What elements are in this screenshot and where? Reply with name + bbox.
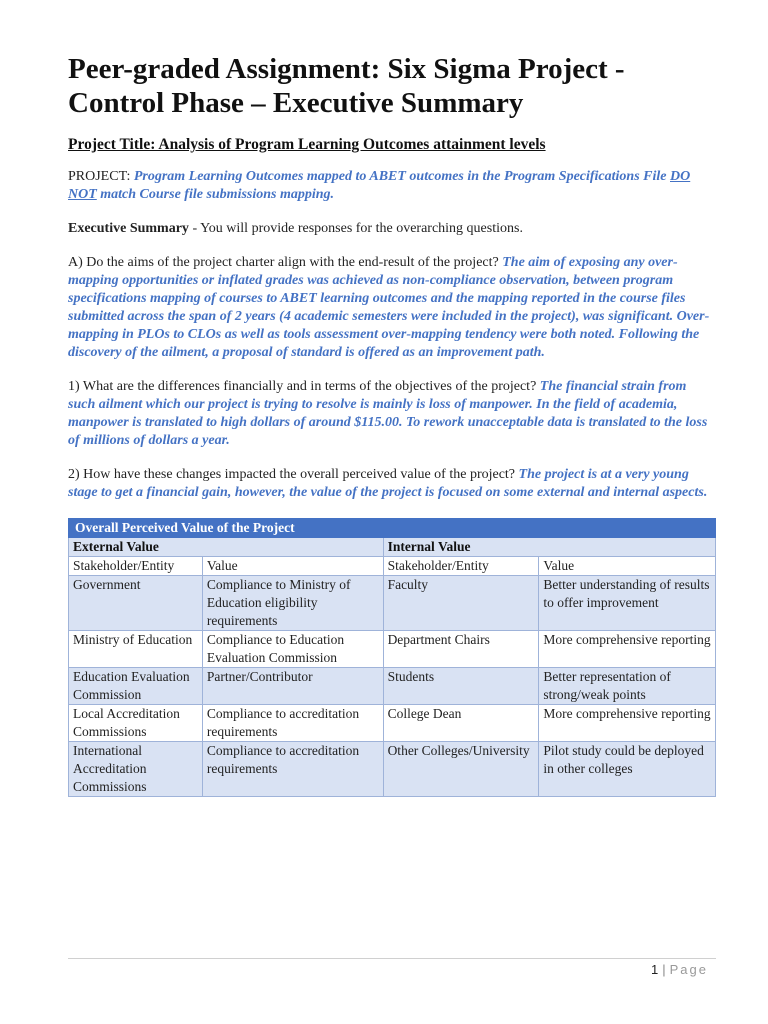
external-value-header: External Value (69, 538, 384, 557)
table-cell: Faculty (383, 576, 539, 631)
question-text: 2) How have these changes impacted the overall perceived value of the project? (68, 467, 519, 482)
table-cell: Students (383, 668, 539, 705)
table-cell: Local Accreditation Commissions (69, 705, 203, 742)
table-cell: More comprehensive reporting (539, 705, 716, 742)
question-a (68, 254, 716, 362)
project-text-b: match Course file submissions mapping. (96, 187, 335, 202)
project-colon: : (126, 169, 134, 184)
table-group-row (69, 538, 716, 557)
column-header: Value (202, 557, 383, 576)
document-page (68, 52, 716, 797)
table-cell: Better understanding of results to offer improvement (539, 576, 716, 631)
table-row (69, 742, 716, 797)
table-cell: More comprehensive reporting (539, 631, 716, 668)
table-cell: International Accreditation Commissions (69, 742, 203, 797)
executive-summary-label: Executive Summary (68, 221, 189, 236)
page-number: 1 (651, 962, 659, 977)
table-cell: Compliance to accreditation requirements (202, 742, 383, 797)
executive-summary-intro (68, 220, 716, 238)
table-row (69, 631, 716, 668)
table-cell: Ministry of Education (69, 631, 203, 668)
project-statement (68, 168, 716, 204)
table-cell: Education Evaluation Commission (69, 668, 203, 705)
table-row (69, 705, 716, 742)
project-title: Project Title: Analysis of Program Learning Outcomes attainment levels (68, 136, 546, 153)
table-header-row (69, 557, 716, 576)
footer-divider (68, 958, 716, 959)
table-cell: Other Colleges/University (383, 742, 539, 797)
page-footer (651, 962, 708, 977)
table-cell: Government (69, 576, 203, 631)
question-text: 1) What are the differences financially and in terms of the objectives of the project? (68, 379, 540, 394)
executive-summary-text: - You will provide responses for the overarching questions. (188, 221, 523, 236)
table-row (69, 576, 716, 631)
table-cell: Better representation of strong/weak points (539, 668, 716, 705)
question-1 (68, 378, 716, 450)
table-caption-row (69, 519, 716, 538)
answer-text: The project is at a very young stage to get a financial gain, however, the value of the project is focused on some external and internal aspects. (68, 467, 708, 500)
table-cell: Pilot study could be deployed in other colleges (539, 742, 716, 797)
table-cell: Compliance to Ministry of Education eligibility requirements (202, 576, 383, 631)
question-text: A) Do the aims of the project charter align with the end-result of the project? (68, 255, 503, 270)
question-2 (68, 466, 716, 502)
page-label: Page (669, 962, 708, 977)
project-text-underlined: DO NOT (68, 169, 691, 202)
table-caption: Overall Perceived Value of the Project (69, 519, 716, 538)
page-separator: | (662, 962, 666, 977)
document-title: Peer-graded Assignment: Six Sigma Project - Control Phase – Executive Summary (68, 53, 625, 119)
table-cell: Compliance to accreditation requirements (202, 705, 383, 742)
table-cell: Partner/Contributor (202, 668, 383, 705)
column-header: Stakeholder/Entity (69, 557, 203, 576)
perceived-value-table (68, 518, 716, 797)
table-cell: Compliance to Education Evaluation Commission (202, 631, 383, 668)
column-header: Value (539, 557, 716, 576)
project-text-a: Program Learning Outcomes mapped to ABET outcomes in the Program Specifications File (133, 169, 670, 184)
answer-text: The aim of exposing any over-mapping opportunities or inflated grades was achieved as non-compliance observation, between program specifications mapping of courses to ABET learning outcomes and the mapping reported in the course files submitted across the span of 2 years (4 academic semesters were included in the project), was significant. Over-mapping in PLOs to CLOs as well as tools assessment over-mapping tendency were both noted. Following the discovery of the ailment, a proposal of standard is offered as an improvement path. (68, 255, 710, 360)
internal-value-header: Internal Value (383, 538, 715, 557)
answer-text: The financial strain from such ailment which our project is trying to resolve is mainly is loss of manpower. In the field of academia, manpower is translated to high dollars of around $115.00. To rework unacceptable data is translated to the loss of millions of dollars a year. (68, 379, 708, 448)
table-row (69, 668, 716, 705)
column-header: Stakeholder/Entity (383, 557, 539, 576)
table-cell: College Dean (383, 705, 539, 742)
table-cell: Department Chairs (383, 631, 539, 668)
project-label: PROJECT (68, 169, 127, 184)
